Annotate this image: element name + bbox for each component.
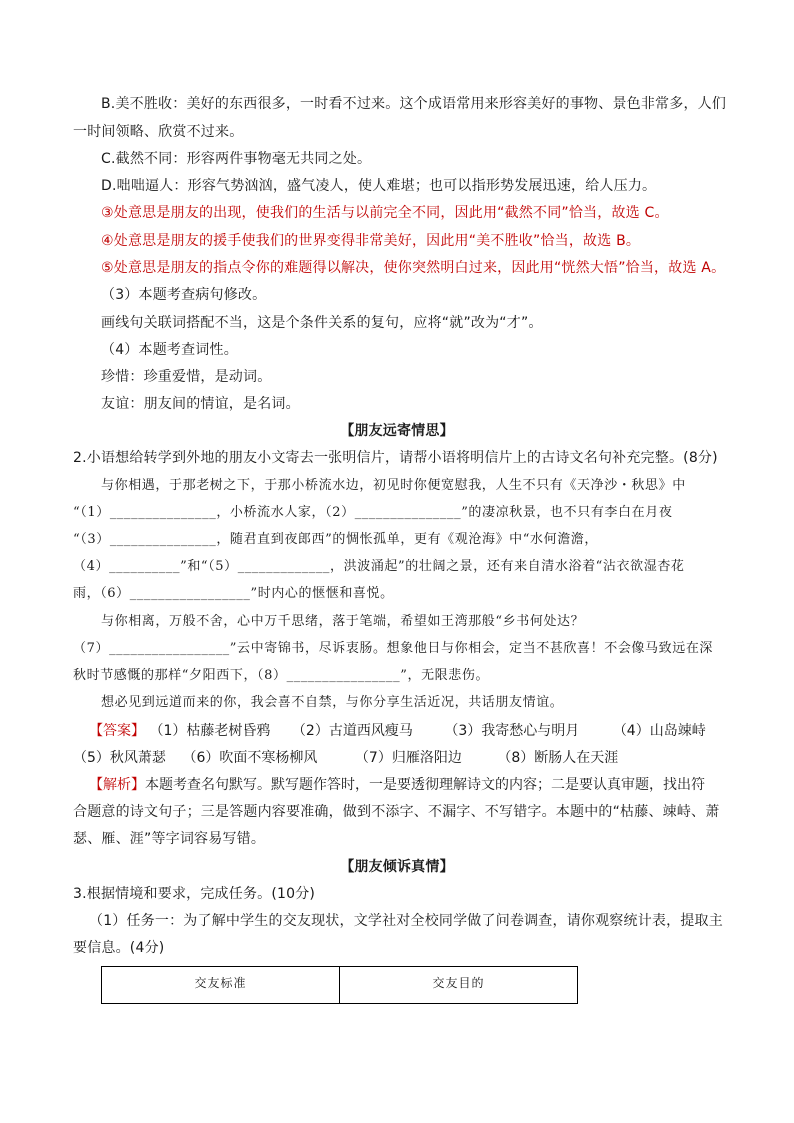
answer-tag: 【答案】 bbox=[89, 723, 145, 739]
analysis-line3: 瑟、雁、涯”等字词容易写错。 bbox=[73, 831, 266, 847]
survey-table bbox=[101, 966, 578, 1004]
reason-5: ⑤处意思是朋友的指点令你的难题得以解决，使你突然明白过来，因此用“恍然大悟”恰当，故选 A。 bbox=[101, 260, 726, 276]
q3-sub: （3）本题考查病句修改。 bbox=[101, 287, 267, 303]
q2-passage-line5: 雨，（6）_________________”时内心的惬惬和喜悦。 bbox=[73, 586, 394, 601]
answer-row-1 bbox=[89, 721, 706, 741]
analysis-line1 bbox=[89, 775, 705, 795]
q3-title: 3.根据情境和要求，完成任务。(10分) bbox=[73, 886, 316, 902]
answer-4: （4）山岛竦峙 bbox=[612, 723, 706, 739]
q2-passage-line1: 与你相遇，于那老树之下，于那小桥流水边，初见时你便宽慰我，人生不只有《天净沙・秋思》中 bbox=[101, 478, 686, 493]
analysis-text-1: 本题考查名句默写。默写题作答时，一是要透彻理解诗文的内容；二是要认真审题，找出符 bbox=[145, 777, 705, 793]
answer-1: （1）枯藤老树昏鸦 bbox=[149, 723, 271, 739]
answer-3: （3）我寄愁心与明月 bbox=[444, 723, 580, 739]
analysis-tag: 【解析】 bbox=[89, 777, 145, 793]
q2-title: 2.小语想给转学到外地的朋友小文寄去一张明信片，请帮小语将明信片上的古诗文名句补充完整。(8分) bbox=[73, 450, 718, 466]
answer-row-2 bbox=[73, 748, 618, 768]
section-heading-2: 【朋友倾诉真情】 bbox=[340, 859, 454, 875]
option-b-line1: B.美不胜收：美好的东西很多，一时看不过来。这个成语常用来形容美好的事物、景色非常多，人们 bbox=[101, 96, 727, 112]
task1-line1: （1）任务一：为了解中学生的交友现状，文学社对全校同学做了问卷调查，请你观察统计表，提取主 bbox=[89, 913, 723, 929]
q4-sub: （4）本题考查词性。 bbox=[101, 342, 238, 358]
q2-passage-line7: （7）_________________”云中寄锦书，尽诉衷肠。想象他日与你相会，定当不甚欣喜！不会像马致远在深 bbox=[73, 641, 714, 656]
reason-4: ④处意思是朋友的援手使我们的世界变得非常美好，因此用“美不胜收”恰当，故选 B。 bbox=[101, 233, 641, 249]
option-c: C.截然不同：形容两件事物毫无共同之处。 bbox=[101, 151, 372, 167]
q2-passage-line4: （4）__________”和“（5）_____________，洪波涌起”的壮阔之景，还有来自清水浴着“沾衣欲湿杏花 bbox=[73, 559, 685, 574]
option-b-line2: 一时间领略、欣赏不过来。 bbox=[73, 124, 244, 140]
q3-answer: 画线句关联词搭配不当，这是个条件关系的复句，应将“就”改为“才”。 bbox=[101, 315, 543, 331]
reason-3: ③处意思是朋友的出现，使我们的生活与以前完全不同，因此用“截然不同”恰当，故选 C。 bbox=[101, 205, 669, 221]
answer-7: （7）归雁洛阳边 bbox=[354, 750, 462, 766]
task1-line2: 要信息。(4分) bbox=[73, 940, 165, 956]
q2-passage-line6: 与你相离，万般不舍，心中万千思绪，落于笔端，希望如王湾那般“乡书何处达？ bbox=[101, 614, 585, 629]
option-d: D.咄咄逼人：形容气势汹汹，盛气凌人，使人难堪；也可以指形势发展迅速，给人压力。 bbox=[101, 178, 657, 194]
q2-passage-line8: 秋时节感慨的那样“夕阳西下，（8）________________”，无限悲伤。 bbox=[73, 668, 490, 683]
answer-5: （5）秋风萧瑟 bbox=[73, 750, 166, 766]
table-header-purpose: 交友目的 bbox=[339, 967, 577, 1003]
q2-passage-line2: “（1）_______________，小桥流水人家，（2）_______________”的凄凉秋景，也不只有李白在月夜 bbox=[73, 505, 673, 520]
answer-2: （2）古道西风瘦马 bbox=[291, 723, 413, 739]
q4-answer-b: 友谊：朋友间的情谊，是名词。 bbox=[101, 396, 300, 412]
q2-passage-line9: 想必见到远道而来的你，我会喜不自禁，与你分享生活近况，共话朋友情谊。 bbox=[101, 695, 564, 710]
q2-passage-line3: “（3）_______________，随君直到夜郎西”的惆怅孤单，更有《观沧海》中“水何澹澹， bbox=[73, 532, 599, 547]
answer-6: （6）吹面不寒杨柳风 bbox=[182, 750, 318, 766]
q4-answer-a: 珍惜：珍重爱惜，是动词。 bbox=[101, 369, 272, 385]
answer-8: （8）断肠人在天涯 bbox=[497, 750, 619, 766]
table-header-standard: 交友标准 bbox=[194, 976, 247, 990]
section-heading-1: 【朋友远寄情思】 bbox=[340, 423, 454, 439]
analysis-line2: 合题意的诗文句子；三是答题内容要准确，做到不添字、不漏字、不写错字。本题中的“枯藤、竦峙、萧 bbox=[73, 804, 720, 820]
